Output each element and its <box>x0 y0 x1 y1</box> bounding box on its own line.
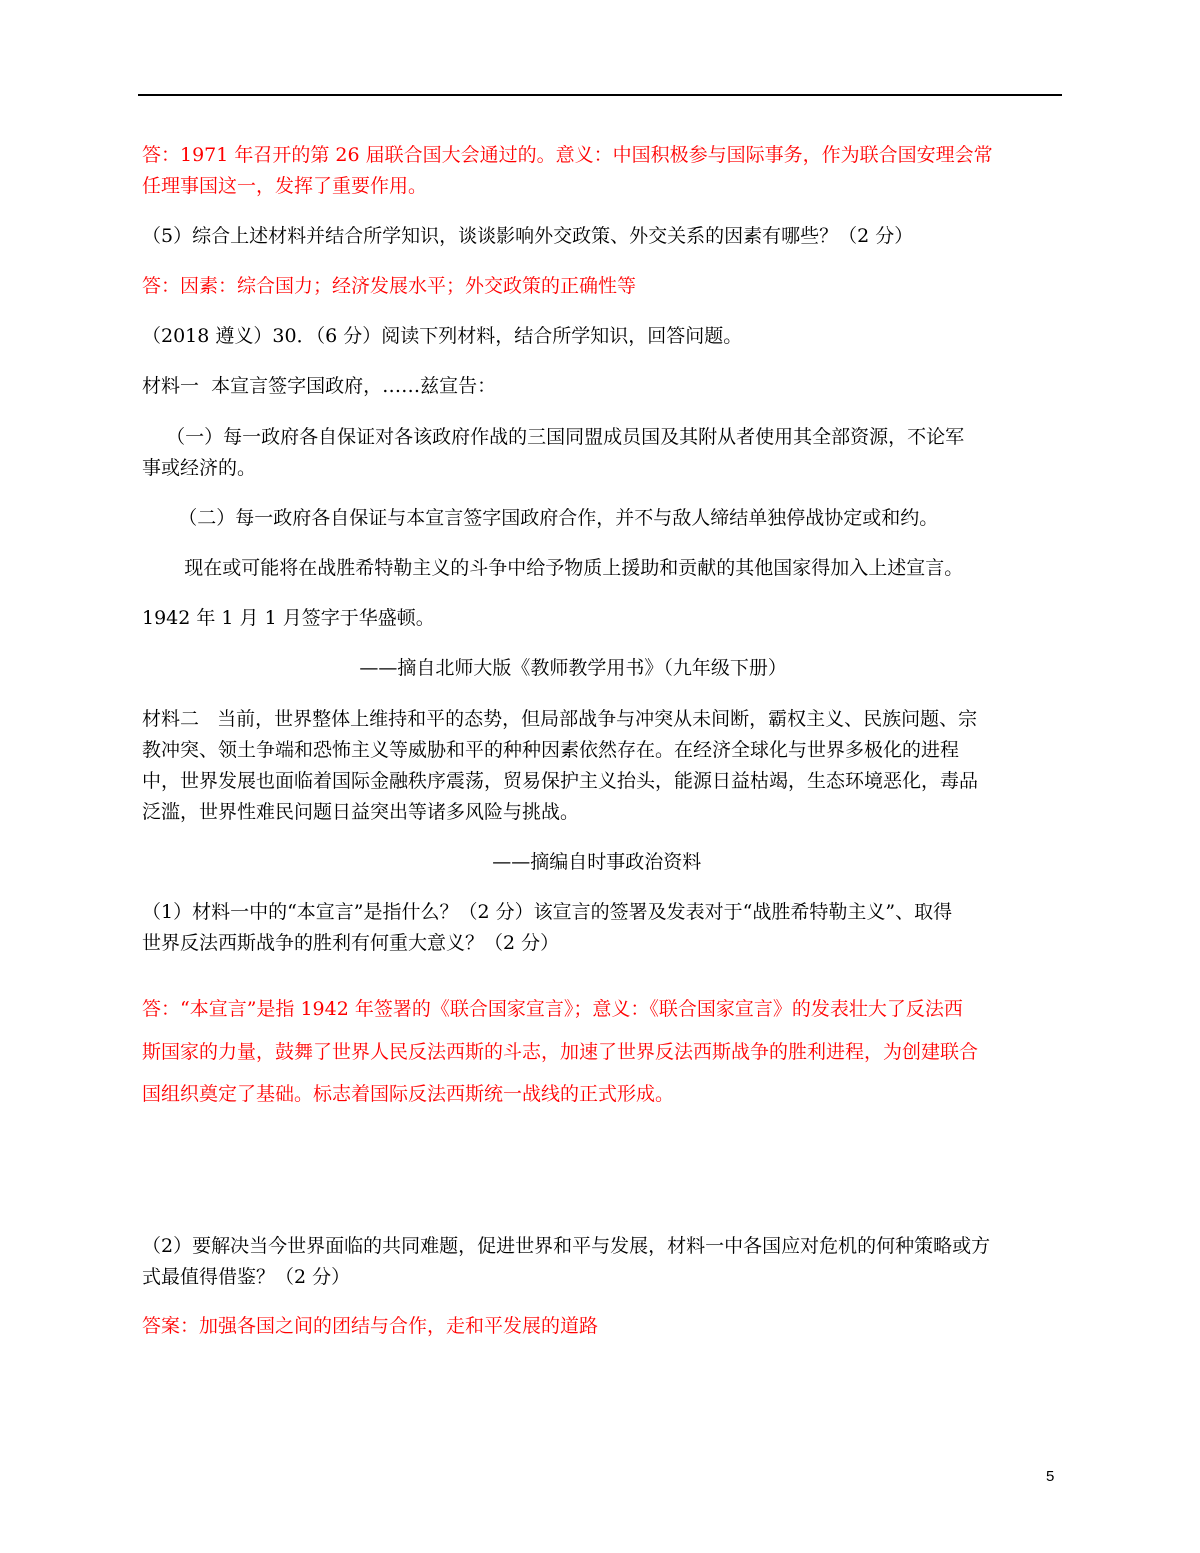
material-line: 材料一 本宣言签字国政府，……兹宣告： <box>142 375 497 397</box>
material-line: 事或经济的。 <box>142 457 257 479</box>
material-line: 教冲突、领土争端和恐怖主义等威胁和平的种种因素依然存在。在经济全球化与世界多极化的进程 <box>142 739 960 761</box>
question-line: 式最值得借鉴？（2 分） <box>142 1266 351 1288</box>
material-line: 现在或可能将在战胜希特勒主义的斗争中给予物质上援助和贡献的其他国家得加入上述宣言。 <box>142 557 964 579</box>
material-line: 泛滥，世界性难民问题日益突出等诸多风险与挑战。 <box>142 801 580 823</box>
material-line: 1942 年 1 月 1 月签字于华盛顿。 <box>142 607 435 629</box>
answer-line: 斯国家的力量，鼓舞了世界人民反法西斯的斗志，加速了世界反法西斯战争的胜利进程，为创建联合 <box>142 1041 979 1063</box>
question-line: （1）材料一中的“本宣言”是指什么？（2 分）该宣言的签署及发表对于“战胜希特勒主义”、取得 <box>142 901 953 923</box>
material-line: 材料二 当前，世界整体上维持和平的态势，但局部战争与冲突从未间断，霸权主义、民族问题、宗 <box>142 708 978 730</box>
answer-line: 任理事国这一，发挥了重要作用。 <box>142 175 428 197</box>
answer-line: 国组织奠定了基础。标志着国际反法西斯统一战线的正式形成。 <box>142 1083 675 1105</box>
material-line: 中，世界发展也面临着国际金融秩序震荡，贸易保护主义抬头，能源日益枯竭，生态环境恶化，毒品 <box>142 770 979 792</box>
answer-line: 答：“本宣言”是指 1942 年签署的《联合国家宣言》；意义：《联合国家宣言》的发表壮大了反法西 <box>142 998 963 1020</box>
page-number: 5 <box>1046 1468 1055 1485</box>
answer-line: 答案：加强各国之间的团结与合作，走和平发展的道路 <box>142 1315 599 1337</box>
source-citation: ——摘编自时事政治资料 <box>142 851 702 873</box>
material-line: （二）每一政府各自保证与本宣言签字国政府合作，并不与敌人缔结单独停战协定或和约。 <box>142 507 939 529</box>
header-rule <box>138 94 1062 96</box>
source-citation: ——摘自北师大版《教师教学用书》（九年级下册） <box>142 657 787 679</box>
material-line: （一）每一政府各自保证对各该政府作战的三国同盟成员国及其附从者使用其全部资源，不论军 <box>142 426 965 448</box>
answer-line: 答：因素：综合国力；经济发展水平；外交政策的正确性等 <box>142 275 637 297</box>
question-line: （2）要解决当今世界面临的共同难题，促进世界和平与发展，材料一中各国应对危机的何种策略或方 <box>142 1235 991 1257</box>
question-heading: （2018 遵义）30．（6 分）阅读下列材料，结合所学知识，回答问题。 <box>142 325 743 347</box>
question-line: （5）综合上述材料并结合所学知识，谈谈影响外交政策、外交关系的因素有哪些？（2 分） <box>142 225 914 247</box>
answer-line: 答：1971 年召开的第 26 届联合国大会通过的。意义：中国积极参与国际事务，作为联合国安理会常 <box>142 144 993 166</box>
question-line: 世界反法西斯战争的胜利有何重大意义？（2 分） <box>142 932 560 954</box>
